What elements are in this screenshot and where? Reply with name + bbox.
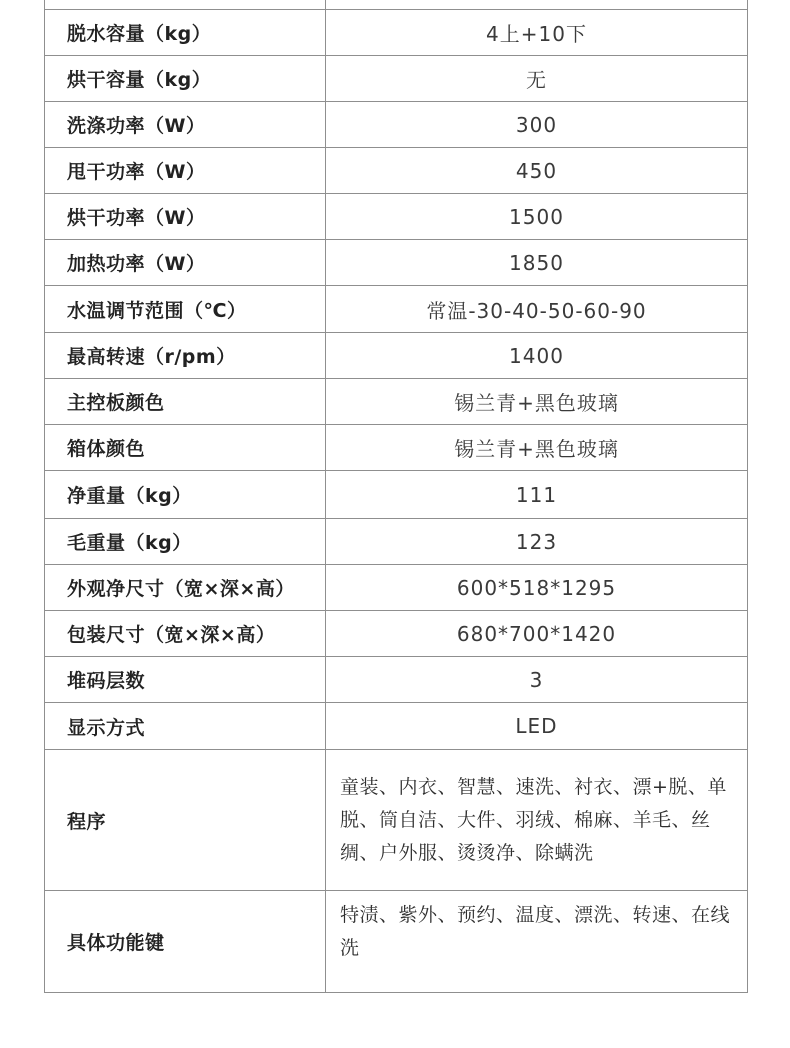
spec-value: 锡兰青+黑色玻璃 [326, 425, 748, 471]
spec-label: 加热功率（W） [45, 240, 326, 286]
table-row [45, 611, 748, 657]
spec-value-cell [326, 750, 748, 891]
table-row [45, 10, 748, 56]
spec-label: 毛重量（kg） [45, 519, 326, 565]
table-row [45, 891, 748, 993]
spec-label: 外观净尺寸（宽×深×高） [45, 565, 326, 611]
table-row [45, 240, 748, 286]
spec-label: 程序 [45, 750, 326, 891]
table-row [45, 750, 748, 891]
spec-label: 具体功能键 [45, 891, 326, 993]
spec-label-cell [45, 0, 326, 10]
spec-value: 4上+10下 [326, 10, 748, 56]
spec-value: 1850 [326, 240, 748, 286]
table-row [45, 565, 748, 611]
spec-value: 680*700*1420 [326, 611, 748, 657]
table-row [45, 102, 748, 148]
spec-label: 堆码层数 [45, 657, 326, 703]
table-row [45, 148, 748, 194]
spec-value: 常温-30-40-50-60-90 [326, 286, 748, 333]
spec-value-cell [326, 891, 748, 993]
spec-label: 箱体颜色 [45, 425, 326, 471]
table-row [45, 425, 748, 471]
spec-label: 主控板颜色 [45, 379, 326, 425]
spec-value: 1500 [326, 194, 748, 240]
spec-value-cell [326, 0, 748, 10]
spec-value: 111 [326, 471, 748, 519]
spec-value: 3 [326, 657, 748, 703]
spec-label: 烘干容量（kg） [45, 56, 326, 102]
spec-label: 烘干功率（W） [45, 194, 326, 240]
table-row [45, 519, 748, 565]
spec-label: 脱水容量（kg） [45, 10, 326, 56]
spec-value: 童装、内衣、智慧、速洗、衬衣、漂+脱、单脱、筒自洁、大件、羽绒、棉麻、羊毛、丝绸、户外服、烫烫净、除螨洗 [340, 775, 727, 864]
table-row [45, 657, 748, 703]
spec-value: LED [326, 703, 748, 750]
spec-value: 450 [326, 148, 748, 194]
spec-value: 300 [326, 102, 748, 148]
spec-value: 600*518*1295 [326, 565, 748, 611]
spec-label: 包装尺寸（宽×深×高） [45, 611, 326, 657]
spec-table [44, 0, 748, 993]
table-row [45, 379, 748, 425]
table-row [45, 0, 748, 10]
spec-label: 甩干功率（W） [45, 148, 326, 194]
spec-value: 无 [326, 56, 748, 102]
spec-label: 洗涤功率（W） [45, 102, 326, 148]
table-row [45, 56, 748, 102]
table-row [45, 194, 748, 240]
spec-label: 净重量（kg） [45, 471, 326, 519]
spec-value: 锡兰青+黑色玻璃 [326, 379, 748, 425]
spec-value: 特渍、紫外、预约、温度、漂洗、转速、在线洗 [340, 903, 731, 959]
spec-label: 最高转速（r/pm） [45, 333, 326, 379]
table-row [45, 286, 748, 333]
table-row [45, 471, 748, 519]
spec-value: 123 [326, 519, 748, 565]
table-row [45, 703, 748, 750]
spec-label: 水温调节范围（℃） [45, 286, 326, 333]
table-row [45, 333, 748, 379]
spec-label: 显示方式 [45, 703, 326, 750]
spec-value: 1400 [326, 333, 748, 379]
